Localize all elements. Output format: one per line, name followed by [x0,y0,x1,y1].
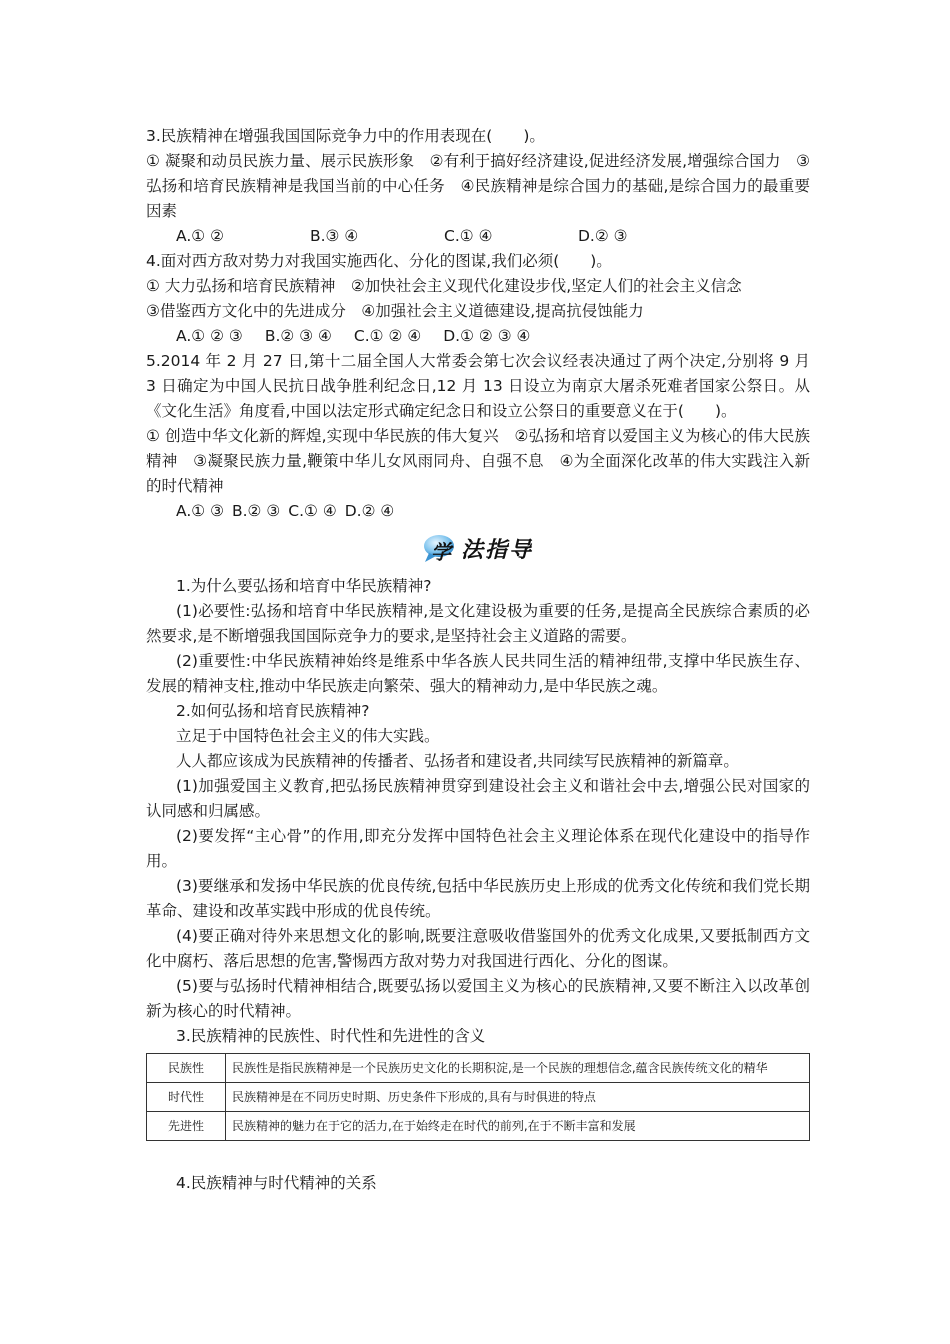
guide-heading-3: 3.民族精神的民族性、时代性和先进性的含义 [176,1027,486,1045]
content-column [146,124,810,1196]
section-title: 法指导 [460,537,533,563]
table-value: 民族精神的魅力在于它的活力,在于始终走在时代的前列,在于不断丰富和发展 [226,1112,810,1141]
table-key: 时代性 [147,1083,226,1112]
option-a: A.① ② ③ [176,327,243,345]
guide-paragraph: (5)要与弘扬时代精神相结合,既要弘扬以爱国主义为核心的民族精神,又要不断注入以改革创新为核心的时代精神。 [146,977,810,1020]
option-a: A.① ② [176,227,224,245]
guide-paragraph: (1)加强爱国主义教育,把弘扬民族精神贯穿到建设社会主义和谐社会中去,增强公民对国家的认同感和归属感。 [146,777,810,820]
guide-paragraph: (4)要正确对待外来思想文化的影响,既要注意吸收借鉴国外的优秀文化成果,又要抵制西方文化中腐朽、落后思想的危害,警惕西方敌对势力对我国进行西化、分化的图谋。 [146,927,810,970]
option-b: B.② ③ [231,502,281,520]
guide-heading-4: 4.民族精神与时代精神的关系 [176,1174,377,1192]
option-b: B.③ ④ [310,227,359,245]
section-header [146,526,810,570]
question-4-options [146,324,810,349]
guide-paragraph: (1)必要性:弘扬和培育中华民族精神,是文化建设极为重要的任务,是提高全民族综合素质的必然要求,是不断增强我国国际竞争力的要求,是坚持社会主义道路的需要。 [146,602,810,645]
guide-paragraph: (3)要继承和发扬中华民族的优良传统,包括中华民族历史上形成的优秀文化传统和我们党长期革命、建设和改革实践中形成的优良传统。 [146,877,810,920]
table-value: 民族精神是在不同历史时期、历史条件下形成的,具有与时俱进的特点 [226,1083,810,1112]
section-title-first-char: 学 [430,540,451,564]
option-c: C.① ② ④ [353,327,422,345]
guide-paragraph: (2)重要性:中华民族精神始终是维系中华各族人民共同生活的精神纽带,支撑中华民族生存、发展的精神支柱,推动中华民族走向繁荣、强大的精神动力,是中华民族之魂。 [146,652,810,695]
table-row [147,1112,810,1141]
option-d: D.② ③ [578,227,628,245]
table-key: 先进性 [147,1112,226,1141]
option-d: D.② ④ [344,502,395,520]
table-row [147,1054,810,1083]
question-3-stem: 3.民族精神在增强我国国际竞争力中的作用表现在( )。 [146,127,545,145]
question-3-body: ① 凝聚和动员民族力量、展示民族形象 ②有利于搞好经济建设,促进经济发展,增强综合国力 ③弘扬和培育民族精神是我国当前的中心任务 ④民族精神是综合国力的基础,是综合国力的最重要因素 [146,152,810,220]
question-5-stem: 5.2014 年 2 月 27 日,第十二届全国人大常委会第七次会议经表决通过了两个决定,分别将 9 月 3 日确定为中国人民抗日战争胜利纪念日,12 月 13 日设立为南京大屠杀死难者国家公祭日。从《文化生活》角度看,中国以法定形式确定纪念日和设立公祭日的重要意义在于( )。 [146,352,810,420]
question-3-options [146,224,810,249]
question-5-body: ① 创造中华文化新的辉煌,实现中华民族的伟大复兴 ②弘扬和培育以爱国主义为核心的伟大民族精神 ③凝聚民族力量,鞭策中华儿女风雨同舟、自强不息 ④为全面深化改革的伟大实践注入新的时代精神 [146,427,810,495]
option-c: C.① ④ [288,502,337,520]
option-d: D.① ② ③ ④ [443,327,531,345]
guide-paragraph: 人人都应该成为民族精神的传播者、弘扬者和建设者,共同续写民族精神的新篇章。 [176,752,739,770]
guide-heading-1: 1.为什么要弘扬和培育中华民族精神? [176,577,432,595]
guide-paragraph: 立足于中国特色社会主义的伟大实践。 [176,727,440,745]
option-b: B.② ③ ④ [264,327,332,345]
table-row [147,1083,810,1112]
guide-heading-2: 2.如何弘扬和培育民族精神? [176,702,370,720]
question-4-line-1: ① 大力弘扬和培育民族精神 ②加快社会主义现代化建设步伐,坚定人们的社会主义信念 [146,277,742,295]
question-5-options [146,499,810,524]
characteristics-table [146,1053,810,1141]
question-4-stem: 4.面对西方敌对势力对我国实施西化、分化的图谋,我们必须( )。 [146,252,612,270]
question-4-line-2: ③借鉴西方文化中的先进成分 ④加强社会主义道德建设,提高抗侵蚀能力 [146,302,644,320]
option-a: A.① ③ [176,502,224,520]
option-c: C.① ④ [444,227,493,245]
speech-bubble-icon [423,533,457,563]
table-value: 民族性是指民族精神是一个民族历史文化的长期积淀,是一个民族的理想信念,蕴含民族传统文化的精华 [226,1054,810,1083]
table-key: 民族性 [147,1054,226,1083]
guide-paragraph: (2)要发挥“主心骨”的作用,即充分发挥中国特色社会主义理论体系在现代化建设中的指导作用。 [146,827,810,870]
